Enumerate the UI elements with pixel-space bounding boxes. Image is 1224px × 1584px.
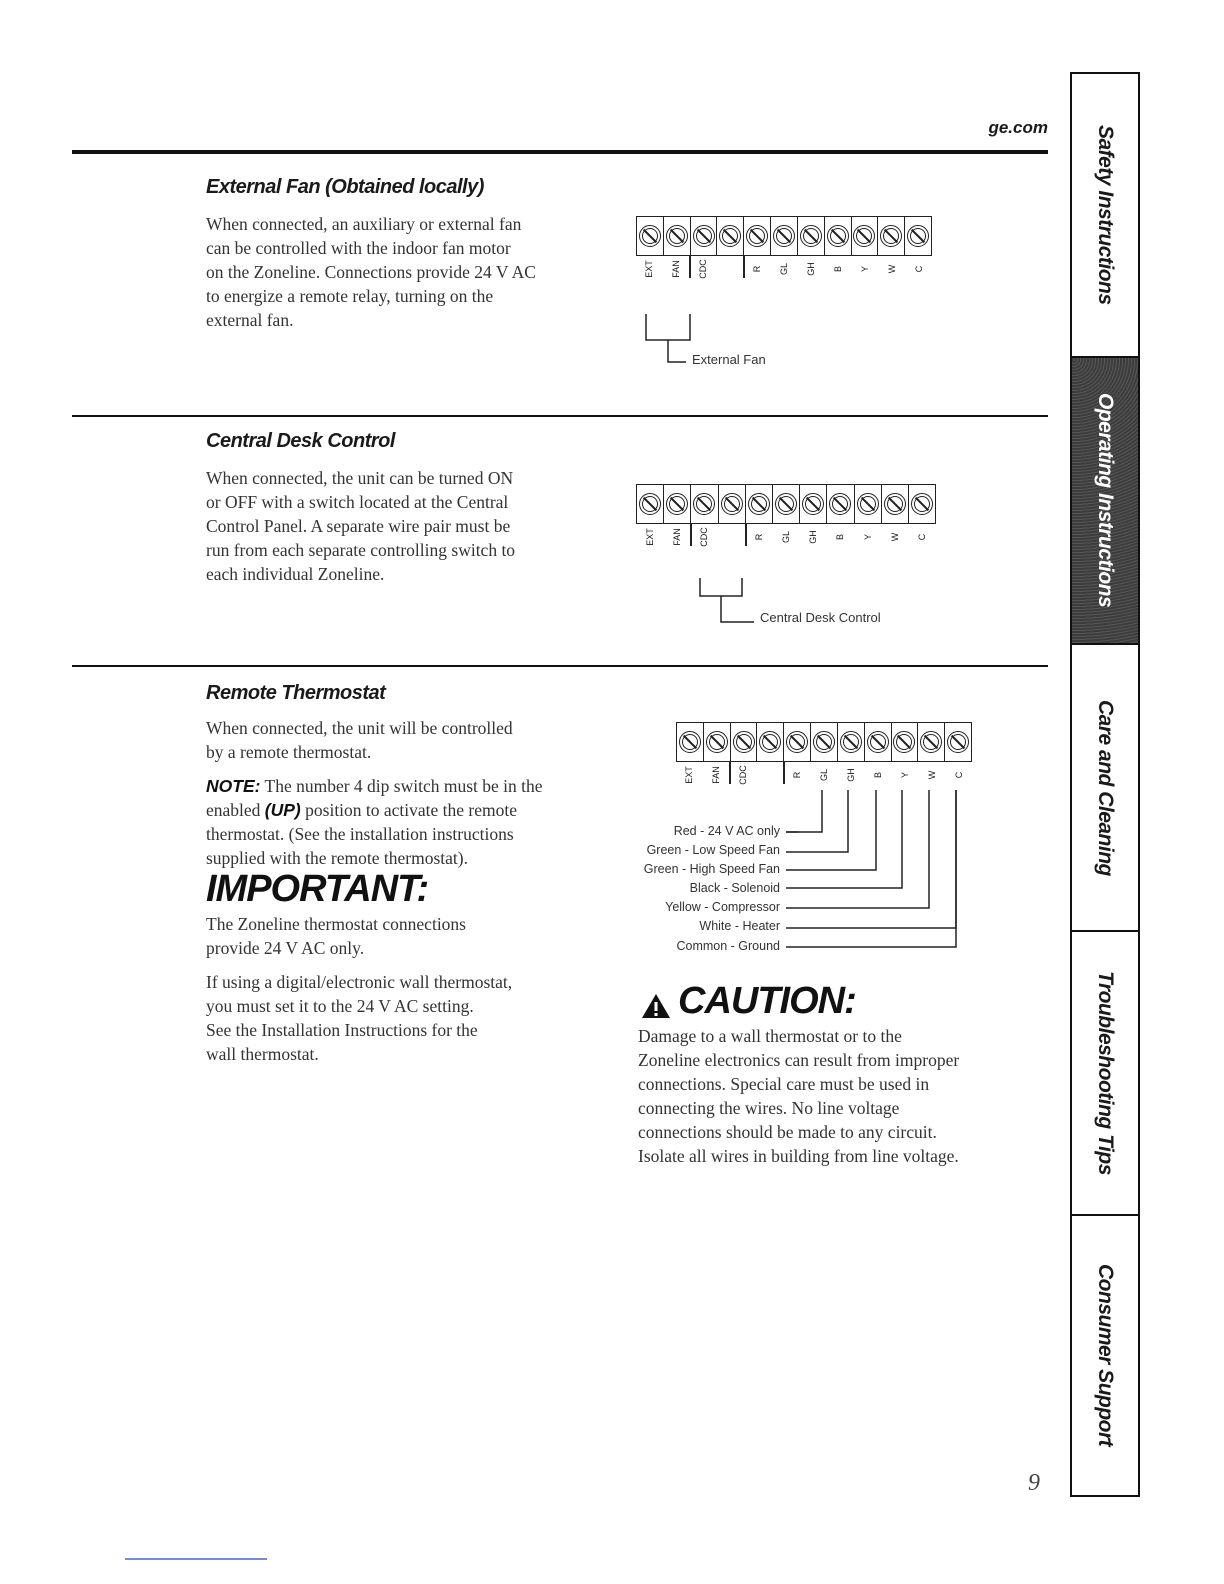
screw-icon xyxy=(893,731,915,753)
text-line: Control Panel. A separate wire pair must be xyxy=(206,516,511,536)
screw-icon xyxy=(867,731,889,753)
text-line: or OFF with a switch located at the Central xyxy=(206,492,509,512)
screw-icon xyxy=(679,731,701,753)
central-desk-terminal-block xyxy=(636,484,936,550)
terminal-label: Y xyxy=(862,533,873,541)
screw-icon xyxy=(693,225,715,247)
terminal-label: FAN xyxy=(671,528,682,546)
footer-line xyxy=(125,1558,267,1560)
tab-safety-instructions[interactable] xyxy=(1072,74,1138,358)
screw-icon xyxy=(746,225,768,247)
screw-icon xyxy=(719,225,741,247)
screw-icon xyxy=(813,731,835,753)
screw-icon xyxy=(800,225,822,247)
external-fan-title: External Fan (Obtained locally) xyxy=(206,176,484,198)
terminal-label: B xyxy=(872,771,883,779)
external-fan-text xyxy=(206,212,606,332)
wire-label: Green - Low Speed Fan xyxy=(646,843,780,857)
text-line: you must set it to the 24 V AC setting. xyxy=(206,996,474,1016)
terminal-label: W xyxy=(926,770,937,780)
central-desk-diagram-label: Central Desk Control xyxy=(760,610,881,625)
terminal-label: B xyxy=(832,265,843,273)
terminal-separator xyxy=(690,524,692,546)
screw-icon xyxy=(721,493,743,515)
screw-icon xyxy=(639,225,661,247)
section-tabs xyxy=(1070,72,1140,1497)
text-line: external fan. xyxy=(206,310,294,330)
terminal-label: GH xyxy=(805,262,816,276)
external-fan-diagram-label: External Fan xyxy=(692,352,766,367)
terminal-label: GL xyxy=(780,530,791,544)
text-line: each individual Zoneline. xyxy=(206,564,385,584)
central-desk-text xyxy=(206,466,606,586)
wire-label: Common - Ground xyxy=(676,939,780,953)
text-line: supplied with the remote thermostat). xyxy=(206,848,468,868)
important-heading: IMPORTANT: xyxy=(206,868,429,910)
tab-label: Operating Instructions xyxy=(1094,393,1117,608)
caution-heading: CAUTION: xyxy=(678,980,856,1022)
terminal-label: W xyxy=(886,264,897,274)
top-rule xyxy=(72,150,1048,154)
screw-icon xyxy=(693,493,715,515)
screw-icon xyxy=(802,493,824,515)
screw-icon xyxy=(759,731,781,753)
screw-icon xyxy=(884,493,906,515)
screw-icon xyxy=(748,493,770,515)
terminal-label: CDC xyxy=(738,765,749,785)
wire-legend xyxy=(600,822,780,962)
tab-label: Safety Instructions xyxy=(1094,125,1117,305)
terminal-label: R xyxy=(752,265,763,273)
screw-icon xyxy=(853,225,875,247)
terminal-strip xyxy=(676,722,972,762)
text-line: on the Zoneline. Connections provide 24 V AC xyxy=(206,262,536,282)
terminal-label: GH xyxy=(845,768,856,782)
note-up-label: (UP) xyxy=(264,800,301,820)
terminal-label: GL xyxy=(818,768,829,782)
text-line: The number 4 dip switch must be in the xyxy=(264,776,543,796)
wire-label: Black - Solenoid xyxy=(689,881,780,895)
text-line: Isolate all wires in building from line voltage. xyxy=(638,1146,959,1166)
external-fan-terminal-block xyxy=(636,216,932,282)
terminal-label: EXT xyxy=(644,260,655,278)
terminal-label: W xyxy=(890,532,901,542)
central-desk-title: Central Desk Control xyxy=(206,430,395,452)
terminal-separator xyxy=(743,256,745,278)
central-desk-bracket xyxy=(690,566,770,636)
text-line: provide 24 V AC only. xyxy=(206,938,365,958)
terminal-labels xyxy=(636,256,932,282)
text-line: wall thermostat. xyxy=(206,1044,319,1064)
warning-icon xyxy=(640,992,672,1020)
screw-icon xyxy=(666,225,688,247)
site-url: ge.com xyxy=(988,118,1048,137)
terminal-label: FAN xyxy=(711,766,722,784)
terminal-labels xyxy=(676,762,972,788)
terminal-separator xyxy=(783,762,785,784)
terminal-label: R xyxy=(753,533,764,541)
terminal-label: Y xyxy=(899,771,910,779)
tab-label: Troubleshooting Tips xyxy=(1094,971,1117,1175)
wire-label: White - Heater xyxy=(699,919,780,933)
text-line: enabled xyxy=(206,800,261,820)
section-divider xyxy=(72,665,1048,667)
terminal-label: Y xyxy=(859,265,870,273)
screw-icon xyxy=(666,493,688,515)
text-line: connections. Special care must be used in xyxy=(638,1074,930,1094)
screw-icon xyxy=(840,731,862,753)
text-line: can be controlled with the indoor fan motor xyxy=(206,238,511,258)
page-number: 9 xyxy=(1028,1470,1040,1496)
terminal-label: C xyxy=(953,771,964,779)
tab-troubleshooting-tips[interactable] xyxy=(1072,932,1138,1216)
text-line: The Zoneline thermostat connections xyxy=(206,914,466,934)
screw-icon xyxy=(947,731,969,753)
text-line: Damage to a wall thermostat or to the xyxy=(638,1026,902,1046)
digital-thermostat-text xyxy=(206,970,626,1066)
screw-icon xyxy=(827,225,849,247)
terminal-separator xyxy=(745,524,747,546)
screw-icon xyxy=(907,225,929,247)
terminal-label: R xyxy=(792,771,803,779)
terminal-separator xyxy=(689,256,691,278)
section-divider xyxy=(72,415,1048,417)
terminal-label: C xyxy=(913,265,924,273)
wire-lines xyxy=(776,790,976,960)
tab-label: Care and Cleaning xyxy=(1094,699,1117,876)
important-text xyxy=(206,912,606,960)
screw-icon xyxy=(773,225,795,247)
remote-thermostat-title: Remote Thermostat xyxy=(206,682,386,704)
terminal-label: GL xyxy=(778,262,789,276)
text-line: position to activate the remote xyxy=(305,800,518,820)
text-line: When connected, the unit can be turned ON xyxy=(206,468,514,488)
note-label: NOTE: xyxy=(206,776,261,796)
tab-consumer-support[interactable] xyxy=(1072,1216,1138,1495)
terminal-strip xyxy=(636,216,932,256)
terminal-label: EXT xyxy=(684,766,695,784)
screw-icon xyxy=(706,731,728,753)
tab-label: Consumer Support xyxy=(1094,1264,1117,1447)
text-line: by a remote thermostat. xyxy=(206,742,372,762)
screw-icon xyxy=(880,225,902,247)
screw-icon xyxy=(911,493,933,515)
text-line: run from each separate controlling switch to xyxy=(206,540,516,560)
text-line: connecting the wires. No line voltage xyxy=(638,1098,900,1118)
terminal-label: CDC xyxy=(698,259,709,279)
screw-icon xyxy=(733,731,755,753)
tab-care-and-cleaning[interactable] xyxy=(1072,645,1138,932)
screw-icon xyxy=(775,493,797,515)
text-line: connections should be made to any circuit. xyxy=(638,1122,937,1142)
wire-label: Green - High Speed Fan xyxy=(643,862,780,876)
terminal-label: FAN xyxy=(671,260,682,278)
remote-thermostat-text xyxy=(206,716,606,764)
text-line: Zoneline electronics can result from improper xyxy=(638,1050,960,1070)
screw-icon xyxy=(920,731,942,753)
remote-thermostat-terminal-block xyxy=(676,722,972,788)
screw-icon xyxy=(786,731,808,753)
wire-label: Yellow - Compressor xyxy=(665,900,780,914)
caution-text xyxy=(638,1024,1058,1168)
wire-label: Red - 24 V AC only xyxy=(673,824,780,838)
screw-icon xyxy=(639,493,661,515)
text-line: thermostat. (See the installation instructions xyxy=(206,824,514,844)
text-line: If using a digital/electronic wall thermostat, xyxy=(206,972,513,992)
screw-icon xyxy=(829,493,851,515)
tab-operating-instructions[interactable] xyxy=(1072,358,1138,645)
terminal-label: B xyxy=(835,533,846,541)
screw-icon xyxy=(857,493,879,515)
terminal-label: EXT xyxy=(644,528,655,546)
terminal-label: CDC xyxy=(699,527,710,547)
text-line: When connected, the unit will be controlled xyxy=(206,718,513,738)
terminal-strip xyxy=(636,484,936,524)
text-line: See the Installation Instructions for the xyxy=(206,1020,478,1040)
terminal-label: C xyxy=(917,533,928,541)
note-text xyxy=(206,774,606,870)
terminal-labels xyxy=(636,524,936,550)
terminal-separator xyxy=(729,762,731,784)
terminal-label: GH xyxy=(808,530,819,544)
text-line: When connected, an auxiliary or external fan xyxy=(206,214,522,234)
external-fan-bracket xyxy=(636,300,696,370)
text-line: to energize a remote relay, turning on the xyxy=(206,286,494,306)
